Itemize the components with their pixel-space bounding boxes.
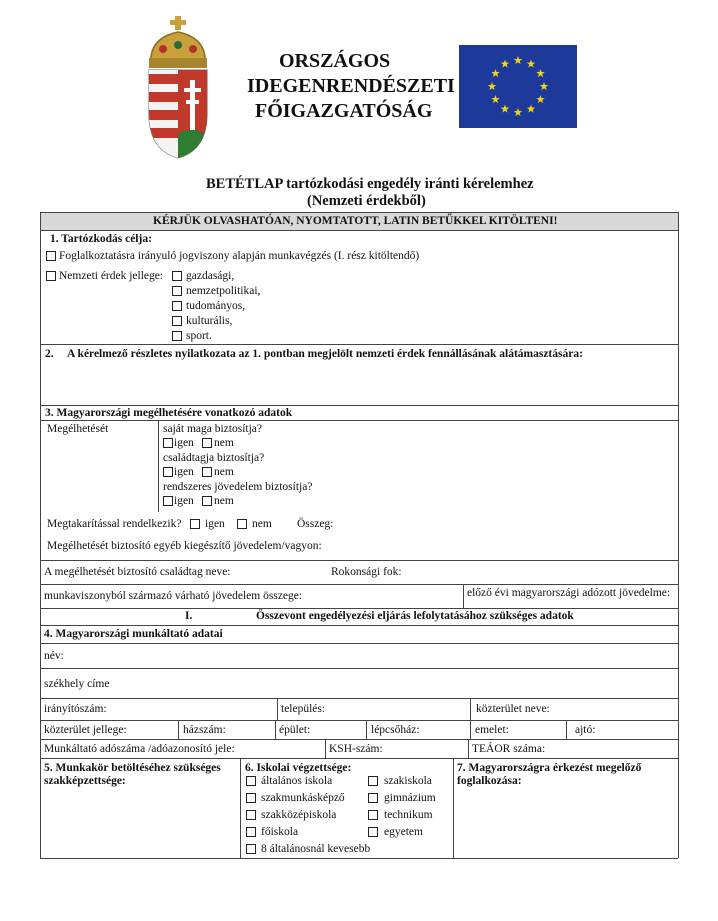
edu-checkbox-vocational-school[interactable] <box>368 776 378 786</box>
savings-amount-label: Összeg: <box>297 518 334 530</box>
regular-income-question: rendszeres jövedelem biztosítja? <box>163 481 313 493</box>
regular-income-yes-checkbox[interactable] <box>163 496 173 506</box>
savings-no-label: nem <box>252 518 272 530</box>
employer-seat-label: székhely címe <box>44 678 110 690</box>
self-support-no-checkbox[interactable] <box>202 438 212 448</box>
section1-title: 1. Tartózkodás célja: <box>50 233 152 245</box>
regular-income-yes-label: igen <box>174 495 194 507</box>
edu-checkbox-college[interactable] <box>246 827 256 837</box>
type-label-economic: gazdasági, <box>186 270 235 282</box>
subsistence-label: Megélhetését <box>47 423 109 435</box>
section5-title-line2: szakképzettsége: <box>44 775 126 787</box>
street-type-label: közterület jellege: <box>44 724 127 736</box>
section2-title: A kérelmező részletes nyilatkozata az 1. pontban megjelölt nemzeti érdek fennállásának alátámasztására: <box>67 348 583 360</box>
self-support-yes-checkbox[interactable] <box>163 438 173 448</box>
section7-title-line1: 7. Magyarországra érkezést megelőző <box>457 762 642 774</box>
edu-label-college: főiskola <box>261 826 299 838</box>
edu-label-apprentice: szakmunkásképző <box>261 792 345 804</box>
family-member-name-label: A megélhetését biztosító családtag neve: <box>44 566 231 578</box>
edu-checkbox-grammar-school[interactable] <box>368 793 378 803</box>
edu-label-primary: általános iskola <box>261 775 333 787</box>
self-support-no-label: nem <box>214 437 234 449</box>
self-support-question: saját maga biztosítja? <box>163 423 262 435</box>
section7-title-line2: foglalkozása: <box>457 775 522 787</box>
type-label-sport: sport. <box>186 330 212 342</box>
org-name-line2: IDEGENRENDÉSZETI <box>247 75 455 97</box>
city-label: település: <box>281 703 326 715</box>
type-label-national-policy: nemzetpolitikai, <box>186 285 261 297</box>
edu-label-less-than-8: 8 általánosnál kevesebb <box>261 843 371 855</box>
document-subtitle: (Nemzeti érdekből) <box>307 193 426 209</box>
employer-name-label: név: <box>44 650 64 662</box>
type-checkbox-economic[interactable] <box>172 271 182 281</box>
type-checkbox-sport[interactable] <box>172 331 182 341</box>
type-checkbox-scientific[interactable] <box>172 301 182 311</box>
family-support-no-label: nem <box>214 466 234 478</box>
previous-income-label: előző évi magyarországi adózott jövedelme: <box>467 587 671 599</box>
edu-checkbox-less-than-8[interactable] <box>246 844 256 854</box>
national-interest-label: Nemzeti érdek jellege: <box>59 270 164 282</box>
floor-label: emelet: <box>475 724 509 736</box>
eu-flag-icon <box>459 45 577 128</box>
edu-label-grammar-school: gimnázium <box>384 792 436 804</box>
savings-no-checkbox[interactable] <box>237 519 247 529</box>
section4-title: 4. Magyarországi munkáltató adatai <box>44 628 223 640</box>
regular-income-no-label: nem <box>214 495 234 507</box>
type-checkbox-national-policy[interactable] <box>172 286 182 296</box>
door-label: ajtó: <box>575 724 596 736</box>
section3-title: 3. Magyarországi megélhetésére vonatkozó adatok <box>45 407 293 419</box>
other-income-label: Megélhetését biztosító egyéb kiegészítő jövedelem/vagyon: <box>47 540 322 552</box>
edu-checkbox-vocational-secondary[interactable] <box>246 810 256 820</box>
part-i-number: I. <box>185 610 193 622</box>
zip-label: irányítószám: <box>44 703 107 715</box>
street-name-label: közterület neve: <box>476 703 550 715</box>
savings-question: Megtakarítással rendelkezik? <box>47 518 182 530</box>
staircase-label: lépcsőház: <box>371 724 420 736</box>
coat-of-arms-icon <box>143 14 213 160</box>
statement-field[interactable] <box>42 362 676 403</box>
instruction-banner: KÉRJÜK OLVASHATÓAN, NYOMTATOTT, LATIN BETŰKKEL KITÖLTENI! <box>153 215 558 227</box>
savings-yes-checkbox[interactable] <box>190 519 200 529</box>
self-support-yes-label: igen <box>174 437 194 449</box>
expected-salary-label: munkaviszonyból származó várható jövedelem összege: <box>44 590 303 602</box>
teor-number-label: TEÁOR száma: <box>472 743 546 755</box>
building-label: épület: <box>279 724 311 736</box>
section6-title: 6. Iskolai végzettsége: <box>245 762 352 774</box>
part-i-title: Összevont engedélyezési eljárás lefolytatásához szükséges adatok <box>256 610 574 622</box>
org-name-line3: FŐIGAZGATÓSÁG <box>255 100 433 122</box>
relationship-label: Rokonsági fok: <box>331 566 402 578</box>
employment-checkbox[interactable] <box>46 251 56 261</box>
edu-label-university: egyetem <box>384 826 423 838</box>
type-checkbox-cultural[interactable] <box>172 316 182 326</box>
section5-title-line1: 5. Munkakör betöltéséhez szükséges <box>44 762 221 774</box>
edu-checkbox-technical[interactable] <box>368 810 378 820</box>
section2-number: 2. <box>45 348 54 360</box>
family-support-no-checkbox[interactable] <box>202 467 212 477</box>
regular-income-no-checkbox[interactable] <box>202 496 212 506</box>
house-number-label: házszám: <box>183 724 226 736</box>
employment-option-label: Foglalkoztatásra irányuló jogviszony alapján munkavégzés (I. rész kitöltendő) <box>59 250 420 262</box>
type-label-scientific: tudományos, <box>186 300 246 312</box>
edu-label-vocational-school: szakiskola <box>384 775 432 787</box>
type-label-cultural: kulturális, <box>186 315 233 327</box>
edu-checkbox-apprentice[interactable] <box>246 793 256 803</box>
org-name-line1: ORSZÁGOS <box>279 50 391 72</box>
edu-label-vocational-secondary: szakközépiskola <box>261 809 337 821</box>
tax-number-label: Munkáltató adószáma /adóazonosító jele: <box>44 743 235 755</box>
edu-checkbox-primary[interactable] <box>246 776 256 786</box>
family-support-yes-checkbox[interactable] <box>163 467 173 477</box>
family-support-question: családtagja biztosítja? <box>163 452 265 464</box>
edu-checkbox-university[interactable] <box>368 827 378 837</box>
family-support-yes-label: igen <box>174 466 194 478</box>
ksh-number-label: KSH-szám: <box>329 743 383 755</box>
edu-label-technical: technikum <box>384 809 433 821</box>
document-title: BETÉTLAP tartózkodási engedély iránti kérelemhez <box>206 176 534 192</box>
savings-yes-label: igen <box>205 518 225 530</box>
national-interest-checkbox[interactable] <box>46 271 56 281</box>
